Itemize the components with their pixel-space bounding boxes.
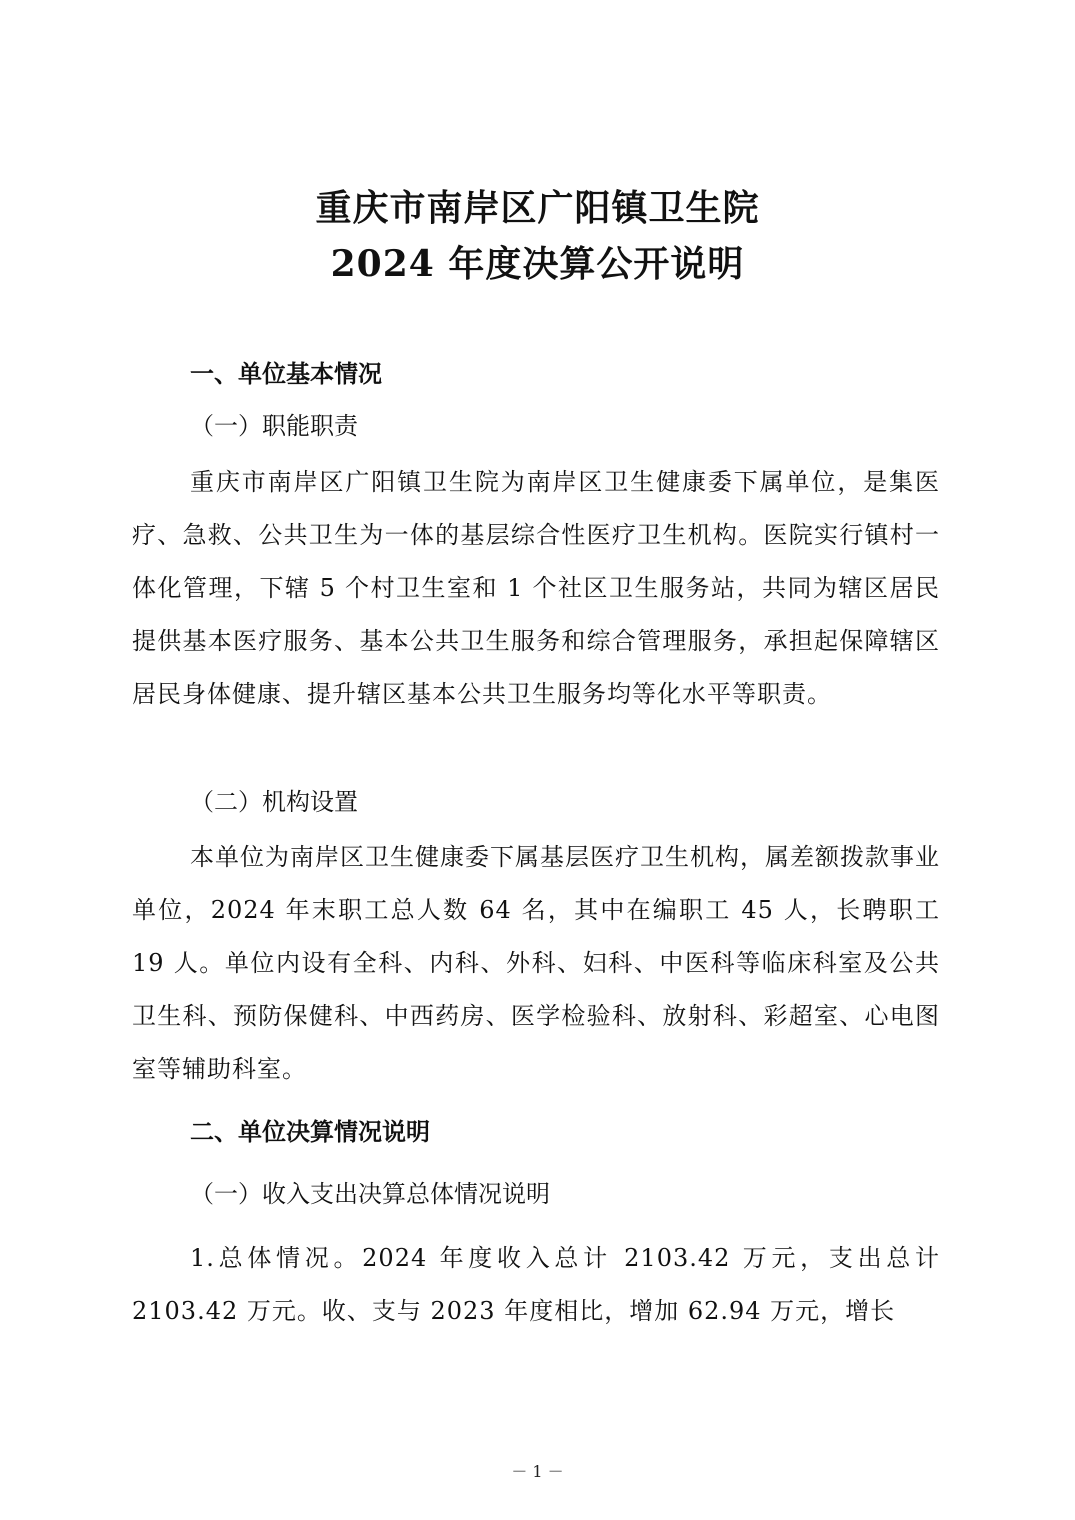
- document-title-line1: 重庆市南岸区广阳镇卫生院: [315, 187, 760, 229]
- section2-heading: 二、单位决算情况说明: [190, 1117, 430, 1146]
- section2-sub1-heading: （一）收入支出决算总体情况说明: [190, 1180, 550, 1208]
- section2-sub1-paragraph: 1.总体情况。2024 年度收入总计 2103.42 万元，支出总计 2103.42 万元。收、支与 2023 年度相比，增加 62.94 万元，增长: [132, 1244, 940, 1325]
- page-number: － 1 －: [511, 1462, 564, 1481]
- section1-sub2-heading: （二）机构设置: [190, 788, 358, 816]
- section1-heading: 一、单位基本情况: [190, 359, 382, 388]
- section1-sub1-paragraph: 重庆市南岸区广阳镇卫生院为南岸区卫生健康委下属单位，是集医疗、急救、公共卫生为一体的基层综合性医疗卫生机构。医院实行镇村一体化管理，下辖 5 个村卫生室和 1 个社区卫生服务站，共同为辖区居民提供基本医疗服务、基本公共卫生服务和综合管理服务，承担起保障辖区居民身体健康、提升辖区基本公共卫生服务均等化水平等职责。: [132, 468, 940, 708]
- document-title-line2: 2024 年度决算公开说明: [330, 243, 745, 285]
- section1-sub2-paragraph: 本单位为南岸区卫生健康委下属基层医疗卫生机构，属差额拨款事业单位，2024 年末职工总人数 64 名，其中在编职工 45 人，长聘职工 19 人。单位内设有全科、内科、外科、妇科、中医科等临床科室及公共卫生科、预防保健科、中西药房、医学检验科、放射科、彩超室、心电图室等辅助科室。: [132, 843, 940, 1083]
- section1-sub1-heading: （一）职能职责: [190, 412, 358, 440]
